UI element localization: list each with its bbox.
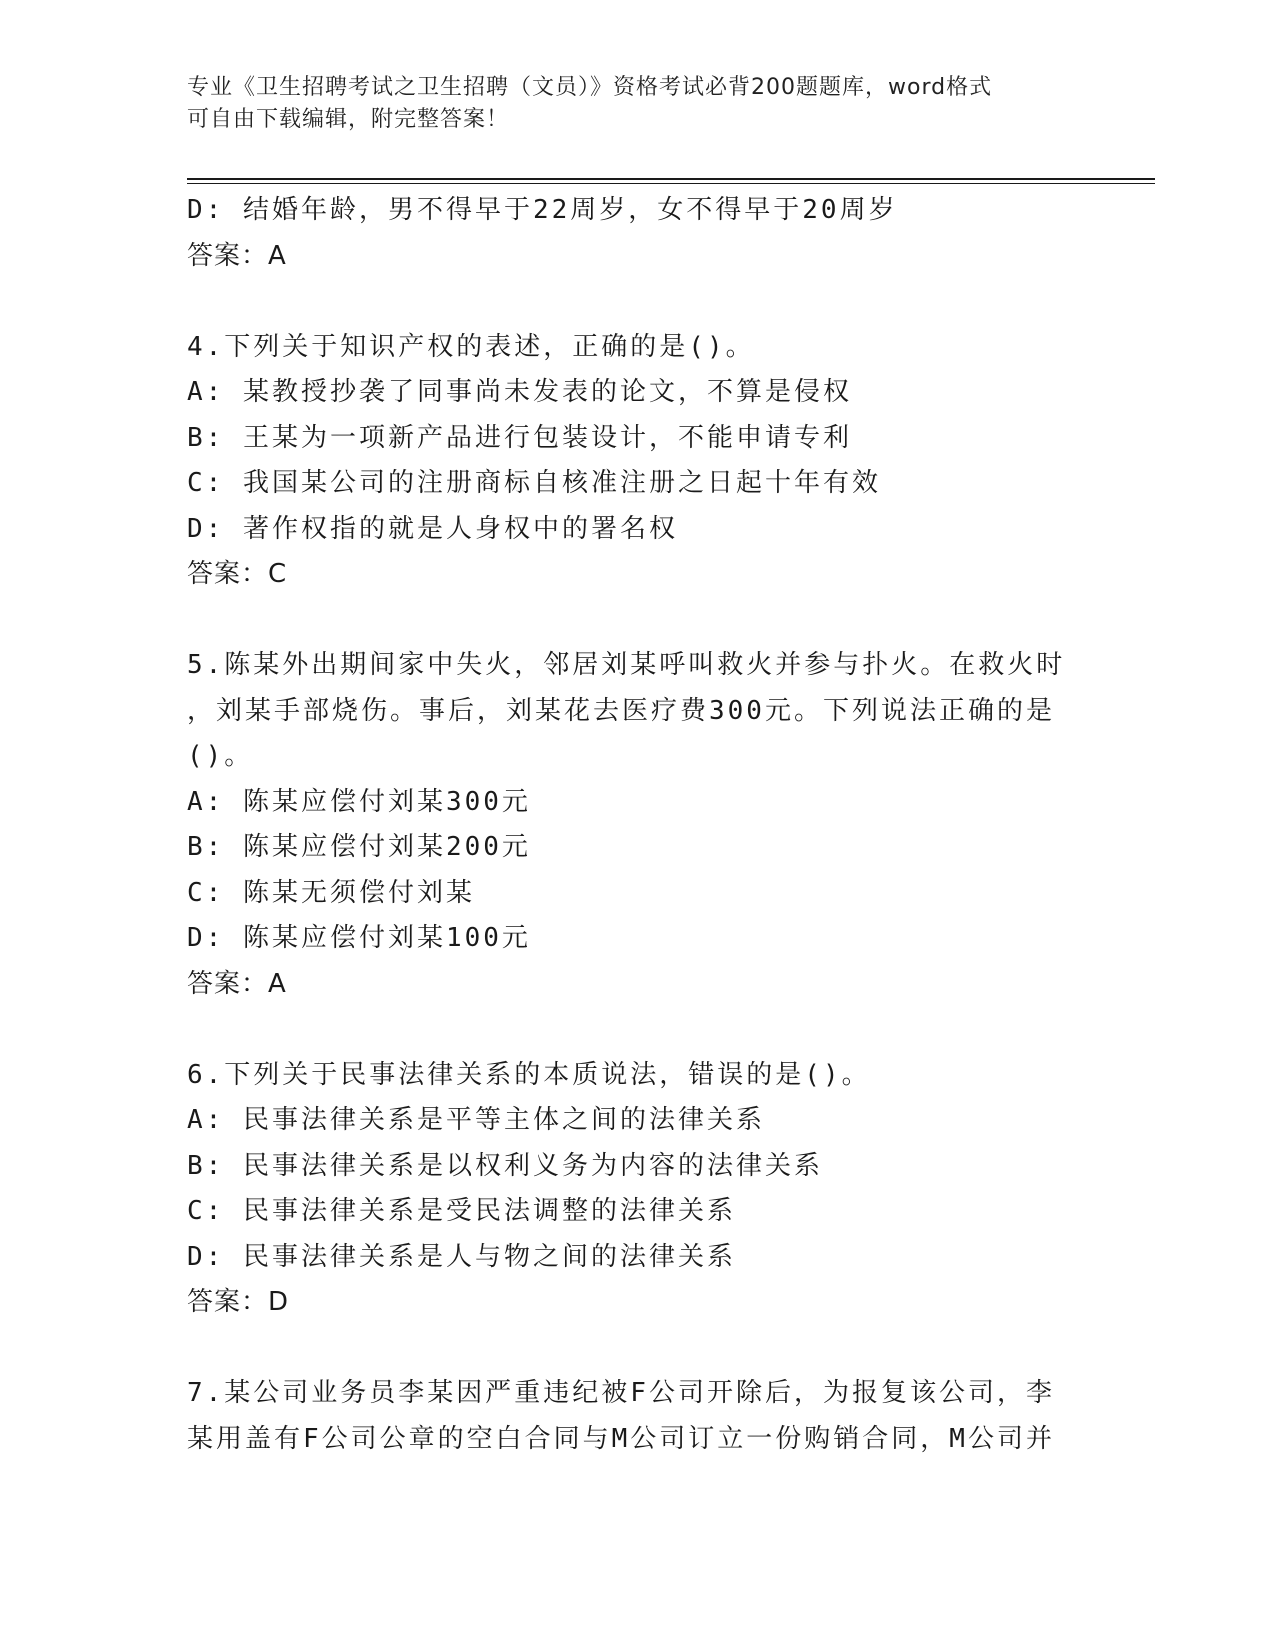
q3-answer: 答案：A <box>187 240 287 271</box>
q6-option-a: A: 民事法律关系是平等主体之间的法律关系 <box>187 1105 765 1135</box>
question-6 <box>187 1053 1087 1326</box>
q6-option-b: B: 民事法律关系是以权利义务为内容的法律关系 <box>187 1150 823 1181</box>
q3-option-d: D: 结婚年龄，男不得早于22周岁，女不得早于20周岁 <box>187 195 898 225</box>
question-content <box>187 188 1087 1462</box>
q6-option-c: C: 民事法律关系是受民法调整的法律关系 <box>187 1196 736 1226</box>
q4-stem: 4.下列关于知识产权的表述，正确的是()。 <box>187 331 755 362</box>
q5-option-b: B: 陈某应偿付刘某200元 <box>187 832 531 862</box>
spacer <box>187 279 1087 325</box>
q5-answer: 答案：A <box>187 968 287 999</box>
question-3 <box>187 188 1087 279</box>
q4-option-c: C: 我国某公司的注册商标自核准注册之日起十年有效 <box>187 468 881 498</box>
q5-stem-line-2: ，刘某手部烧伤。事后，刘某花去医疗费300元。下列说法正确的是 <box>187 695 1055 726</box>
question-5 <box>187 643 1087 1007</box>
q5-stem-line-3: ()。 <box>187 741 254 771</box>
q7-stem-line-2: 某用盖有F公司公章的空白合同与M公司订立一份购销合同，M公司并 <box>187 1423 1055 1454</box>
q4-option-b: B: 王某为一项新产品进行包装设计，不能申请专利 <box>187 422 852 453</box>
q5-option-a: A: 陈某应偿付刘某300元 <box>187 786 531 817</box>
question-4 <box>187 325 1087 598</box>
spacer <box>187 1326 1087 1372</box>
header-divider-thick <box>187 178 1155 180</box>
question-7 <box>187 1371 1087 1462</box>
header-line-1: 专业《卫生招聘考试之卫生招聘（文员）》资格考试必背200题题库，word格式 <box>187 75 993 100</box>
document-header <box>187 72 1087 136</box>
q4-answer: 答案：C <box>187 559 288 589</box>
spacer <box>187 598 1087 644</box>
q4-option-a: A: 某教授抄袭了同事尚未发表的论文，不算是侵权 <box>187 377 852 407</box>
q7-stem-line-1: 7.某公司业务员李某因严重违纪被F公司开除后，为报复该公司，李 <box>187 1378 1055 1408</box>
header-line-2: 可自由下载编辑，附完整答案！ <box>187 107 510 132</box>
q6-answer: 答案：D <box>187 1287 290 1317</box>
q6-stem: 6.下列关于民事法律关系的本质说法，错误的是()。 <box>187 1059 871 1090</box>
q5-option-d: D: 陈某应偿付刘某100元 <box>187 923 531 953</box>
q5-stem-line-1: 5.陈某外出期间家中失火，邻居刘某呼叫救火并参与扑火。在救火时 <box>187 650 1066 680</box>
q6-option-d: D: 民事法律关系是人与物之间的法律关系 <box>187 1241 736 1272</box>
q4-option-d: D: 著作权指的就是人身权中的署名权 <box>187 513 678 544</box>
spacer <box>187 1007 1087 1053</box>
q5-option-c: C: 陈某无须偿付刘某 <box>187 877 475 908</box>
header-divider-thin <box>187 183 1155 184</box>
